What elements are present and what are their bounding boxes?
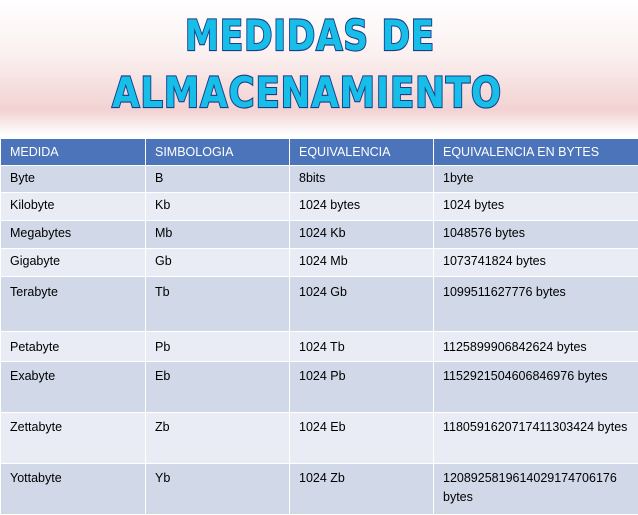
cell-simbologia: Zb [146, 413, 290, 464]
cell-medida: Terabyte [1, 277, 146, 332]
cell-bytes: 1073741824 bytes [434, 249, 638, 277]
cell-equivalencia: 1024 Tb [290, 332, 434, 362]
cell-bytes: 1048576 bytes [434, 221, 638, 249]
table-row [1, 362, 638, 413]
title-graphic [0, 0, 638, 135]
table-header-row [1, 139, 638, 166]
cell-simbologia: Eb [146, 362, 290, 413]
cell-bytes: 1208925819614029174706176 bytes [434, 464, 638, 515]
table-row [1, 166, 638, 193]
title-line-2: ALMACENAMIENTO [112, 68, 502, 117]
cell-medida: Petabyte [1, 332, 146, 362]
table-row [1, 221, 638, 249]
cell-equivalencia: 1024 Gb [290, 277, 434, 332]
cell-simbologia: Tb [146, 277, 290, 332]
cell-simbologia: Pb [146, 332, 290, 362]
cell-medida: Gigabyte [1, 249, 146, 277]
cell-bytes: 1099511627776 bytes [434, 277, 638, 332]
cell-medida: Zettabyte [1, 413, 146, 464]
cell-equivalencia: 1024 Pb [290, 362, 434, 413]
cell-equivalencia: 1024 Zb [290, 464, 434, 515]
table-row [1, 193, 638, 221]
cell-bytes: 1180591620717411303424 bytes [434, 413, 638, 464]
cell-equivalencia: 8bits [290, 166, 434, 193]
cell-medida: Byte [1, 166, 146, 193]
slide-title [0, 0, 638, 135]
header-equivalencia: EQUIVALENCIA [290, 139, 434, 166]
cell-medida: Kilobyte [1, 193, 146, 221]
cell-equivalencia: 1024 Kb [290, 221, 434, 249]
cell-medida: Megabytes [1, 221, 146, 249]
title-line-1: MEDIDAS DE [185, 11, 435, 60]
table-row [1, 277, 638, 332]
cell-equivalencia: 1024 bytes [290, 193, 434, 221]
cell-bytes: 1152921504606846976 bytes [434, 362, 638, 413]
cell-bytes: 1125899906842624 bytes [434, 332, 638, 362]
cell-simbologia: Yb [146, 464, 290, 515]
cell-equivalencia: 1024 Eb [290, 413, 434, 464]
cell-bytes: 1byte [434, 166, 638, 193]
cell-simbologia: Kb [146, 193, 290, 221]
header-simbologia: SIMBOLOGIA [146, 139, 290, 166]
header-medida: MEDIDA [1, 139, 146, 166]
table-row [1, 249, 638, 277]
table-row [1, 332, 638, 362]
cell-simbologia: Gb [146, 249, 290, 277]
cell-bytes: 1024 bytes [434, 193, 638, 221]
cell-equivalencia: 1024 Mb [290, 249, 434, 277]
table-row [1, 413, 638, 464]
header-equivalencia-bytes: EQUIVALENCIA EN BYTES [434, 139, 638, 166]
table-row [1, 464, 638, 515]
storage-units-table [0, 138, 638, 515]
cell-medida: Yottabyte [1, 464, 146, 515]
cell-simbologia: B [146, 166, 290, 193]
cell-simbologia: Mb [146, 221, 290, 249]
cell-medida: Exabyte [1, 362, 146, 413]
